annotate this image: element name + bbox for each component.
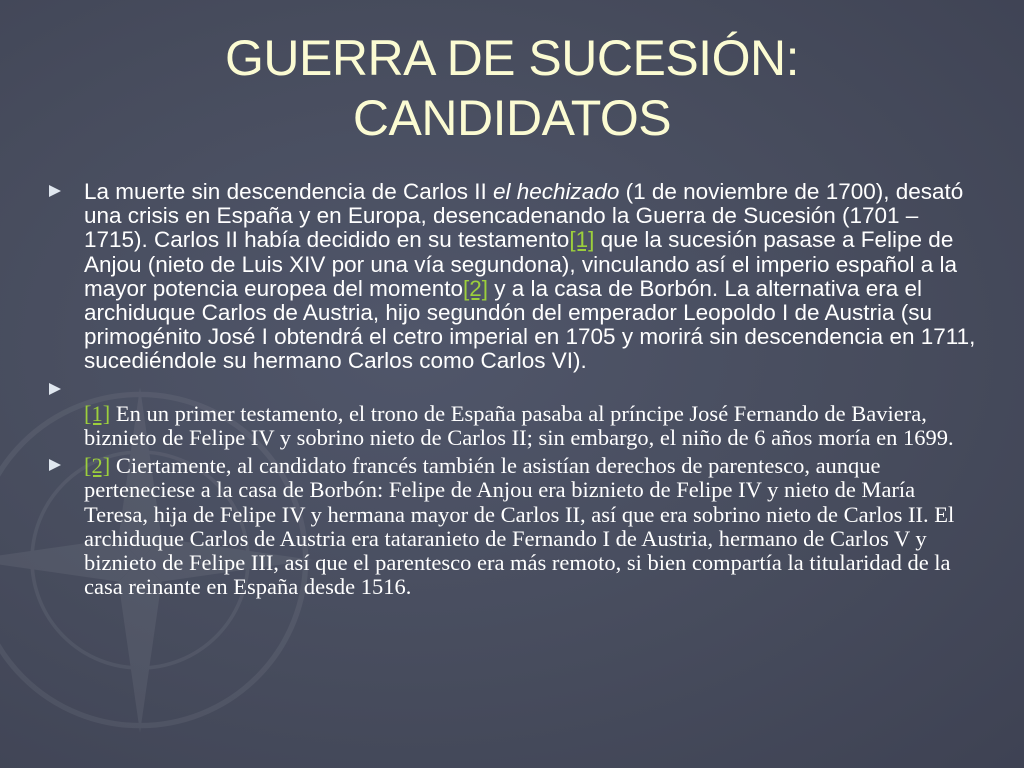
footnote-link[interactable]: [1] bbox=[569, 227, 595, 253]
bullet-text-part: (1 de noviembre de 1700), desató una crisis en España y en Europa, desencadenando la Guerra de Sucesión (1701 – 1715). Carlos II había decidido en su testamento bbox=[84, 179, 964, 253]
triangle-right-icon bbox=[48, 382, 62, 396]
bullet-item bbox=[44, 454, 984, 599]
triangle-right-icon bbox=[48, 458, 62, 472]
bullet-text bbox=[84, 378, 984, 451]
bullet-item bbox=[44, 180, 984, 374]
bullet-text bbox=[84, 180, 984, 374]
bullet-text-part: y a la casa de Borbón. La alternativa era el archiduque Carlos de Austria, hijo segundón del emperador Leopoldo I de Austria (su primogénito José I obtendrá el cetro imperial en 1705 y morirá sin descendencia en 1711, sucediéndole su hermano Carlos como Carlos VI). bbox=[84, 275, 976, 374]
bullet-text-part: La muerte sin descendencia de Carlos II bbox=[84, 179, 493, 204]
bullet-text bbox=[84, 454, 984, 599]
footnote-link[interactable]: [2] bbox=[462, 275, 489, 301]
bullet-text-part: que la sucesión pasase a Felipe de Anjou (nieto de Luis XIV por una vía segundona), vinculando así el imperio español a la mayor potencia europea del momento bbox=[84, 227, 958, 301]
footnote-text: En un primer testamento, el trono de España pasaba al príncipe José Fernando de Baviera, biznieto de Felipe IV y sobrino nieto de Carlos II; sin embargo, el niño de 6 años moría en 1699. bbox=[84, 400, 954, 451]
slide-title bbox=[60, 28, 964, 148]
slide-title-line-1: GUERRA DE SUCESIÓN: bbox=[225, 30, 799, 86]
emphasis-text: el hechizado bbox=[492, 179, 620, 204]
bullet-item bbox=[44, 378, 984, 451]
slide-title-line-2: CANDIDATOS bbox=[352, 90, 672, 146]
footnote-link[interactable]: [1] bbox=[84, 400, 111, 426]
footnote-text: Ciertamente, al candidato francés también le asistían derechos de parentesco, aunque perteneciese a la casa de Borbón: Felipe de Anjou era biznieto de Felipe IV y nieto de María Teresa, hija de Felipe IV y hermana mayor de Carlos II, así que era sobrino nieto de Carlos II. El archiduque Carlos de Austria era tataranieto de Fernando I de Austria, hermano de Carlos V y biznieto de Felipe III, así que el parentesco era más remoto, si bien compartía la titularidad de la casa reinante en España desde 1516. bbox=[84, 453, 955, 600]
bullet-list bbox=[44, 180, 984, 603]
triangle-right-icon bbox=[48, 184, 62, 198]
footnote-link[interactable]: [2] bbox=[84, 453, 111, 479]
